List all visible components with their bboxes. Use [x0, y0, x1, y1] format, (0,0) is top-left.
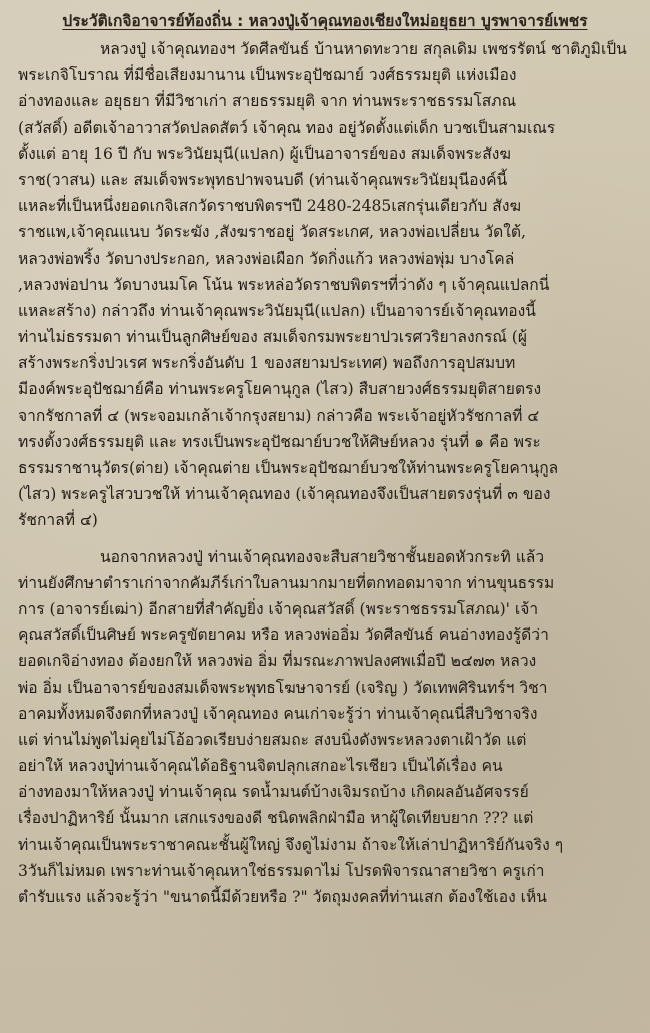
text-line: หลวงพ่อพริ้ง วัดบางประกอก, หลวงพ่อเผือก วัดกิ่งแก้ว หลวงพ่อพุ่ม บางโคล่ [18, 249, 515, 268]
text-line: ตำรับแรง แล้วจะรู้ว่า "ขนาดนี้มีด้วยหรือ ?" วัตถุมงคลที่ท่านเสก ต้องใช้เอง เห็น [18, 888, 547, 906]
text-line: เรื่องปาฏิหาริย์ นั้นมาก เสกแรงของดี ชนิดพลิกฝ่ามือ หาผู้ใดเทียบยาก ??? แต่ [18, 809, 534, 828]
article-body [18, 36, 632, 910]
text-line: อย่าให้ หลวงปู่ท่านเจ้าคุณได้อธิฐานจิตปลุกเสกอะไรเชียว เป็นได้เรื่อง คน [18, 757, 503, 776]
text-line: ท่านยังศึกษาตำราเก่าจากคัมภีร์เก่าใบลานมากมายที่ตกทอดมาจาก ท่านขุนธรรม [18, 573, 555, 592]
text-line: การ (อาจารย์เฒ่า) อีกสายที่สำคัญยิ่ง เจ้าคุณสวัสดิ์ (พระราชธรรมโสภณ)' เจ้า [18, 599, 539, 618]
text-line: มีองค์พระอุปัชฌาย์คือ ท่านพระครูโยคานุกูล (ไสว) สืบสายวงศ์ธรรมยุติสายตรง [18, 380, 542, 399]
text-line: แต่ ท่านไม่พูดไม่คุยไม่โอ้อวดเรียบง่ายสมถะ สงบนิ่งดังพระหลวงตาเฝ้าวัด แต่ [18, 730, 527, 749]
text-line: หลวงปู่ เจ้าคุณทองฯ วัดศีลขันธ์ บ้านหาดทะวาย สกุลเดิม เพชรรัตน์ ชาติภูมิเป็น [100, 40, 627, 58]
text-line: ราช(วาสน) และ สมเด็จพระพุทธปาพจนบดี (ท่านเจ้าคุณพระวินัยมุนีองค์นี้ [18, 170, 508, 189]
text-line: (สวัสดิ์) อดีตเจ้าอาวาสวัดปลดสัตว์ เจ้าคุณ ทอง อยู่วัดตั้งแต่เด็ก บวชเป็นสามเณร [18, 118, 556, 137]
text-line: (ไสว) พระครูไสวบวชให้ ท่านเจ้าคุณทอง (เจ้าคุณทองจึงเป็นสายตรงรุ่นที่ ๓ ของ [18, 485, 551, 504]
text-line: สร้างพระกริ่งปวเรศ พระกริ่งอันดับ 1 ของสยามประเทศ) พอถึงการอุปสมบท [18, 354, 516, 373]
text-line: แหละที่เป็นหนึ่งยอดเกจิเสกวัดราชบพิตรฯปี 2480-2485เสกรุ่นเดียวกับ สังฆ [18, 197, 522, 216]
article-paragraph [18, 544, 632, 911]
text-line: คุณสวัสดิ์เป็นศิษย์ พระครูขัตยาคม หรือ หลวงพ่ออิ่ม วัดศีลขันธ์ คนอ่างทองรู้ดีว่า [18, 626, 549, 645]
text-line: แหละสร้าง) กล่าวถึง ท่านเจ้าคุณพระวินัยมุนี(แปลก) เป็นอาจารย์เจ้าคุณทองนี้ [18, 301, 536, 320]
text-line: ท่านเจ้าคุณเป็นพระราชาคณะชั้นผู้ใหญ่ จึงดูไม่งาม ถ้าจะให้เล่าปาฏิหาริย์กันจริง ๆ [18, 835, 564, 854]
text-line: ยอดเกจิอ่างทอง ต้องยกให้ หลวงพ่อ อิ่ม ที่มรณะภาพปลงศพเมื่อปี ๒๔๗๓ หลวง [18, 652, 537, 671]
text-line: พระเกจิโบราณ ที่มีชื่อเสียงมานาน เป็นพระอุปัชฌาย์ วงศ์ธรรมยุติ แห่งเมือง [18, 66, 517, 85]
text-line: พ่อ อิ่ม เป็นอาจารย์ของสมเด็จพระพุทธโฆษาจารย์ (เจริญ ) วัดเทพศิรินทร์ฯ วิชา [18, 678, 548, 697]
text-line: ,หลวงพ่อปาน วัดบางนมโค โน้น พระหล่อวัดราชบพิตรฯที่ว่าดัง ๆ เจ้าคุณแปลกนี่ [18, 275, 550, 294]
text-line: รัชกาลที่ ๔) [18, 511, 98, 530]
text-line: อาคมทั้งหมดจึงตกที่หลวงปู่ เจ้าคุณทอง คนเก่าจะรู้ว่า ท่านเจ้าคุณนี่สืบวิชาจริง [18, 704, 538, 723]
text-line: อ่างทองและ อยุธยา ที่มีวิชาเก่า สายธรรมยุติ จาก ท่านพระราชธรรมโสภณ [18, 92, 517, 111]
article-headline: ประวัติเกจิอาจารย์ท้องถิ่น : หลวงปู่เจ้าคุณทองเชียงใหม่อยุธยา บูรพาจารย์เพชร [62, 12, 588, 30]
text-line: จากรัชกาลที่ ๔ (พระจอมเกล้าเจ้ากรุงสยาม) กล่าวคือ พระเจ้าอยู่หัวรัชกาลที่ ๔ [18, 406, 540, 425]
paragraph-gap [18, 534, 632, 544]
article-paragraph [18, 36, 632, 534]
text-line: นอกจากหลวงปู่ ท่านเจ้าคุณทองจะสืบสายวิชาชั้นยอดหัวกระทิ แล้ว [100, 547, 545, 566]
text-line: ท่านไม่ธรรมดา ท่านเป็นลูกศิษย์ของ สมเด็จกรมพระยาปวเรศวริยาลงกรณ์ (ผู้ [18, 328, 528, 347]
text-line: อ่างทองมาให้หลวงปู่ ท่านเจ้าคุณ รดน้ำมนต์บ้างเจิมรถบ้าง เกิดผลอันอัศจรรย์ [18, 783, 529, 802]
text-line: ธรรมราชานุวัตร(ต่าย) เจ้าคุณต่าย เป็นพระอุปัชฌาย์บวชให้ท่านพระครูโยคานุกูล [18, 459, 559, 477]
text-line: ทรงตั้งวงศ์ธรรมยุติ และ ทรงเป็นพระอุปัชฌาย์บวชให้ศิษย์หลวง รุ่นที่ ๑ คือ พระ [18, 432, 541, 451]
text-line: ตั้งแต่ อายุ 16 ปี กับ พระวินัยมุนี(แปลก) ผู้เป็นอาจารย์ของ สมเด็จพระสังฆ [18, 144, 511, 163]
text-line: ราชแพ,เจ้าคุณแนบ วัดระฆัง ,สังฆราชอยู่ วัดสระเกศ, หลวงพ่อเปลี่ยน วัดใต้, [18, 223, 527, 242]
text-line: 3วันก็ไม่หมด เพราะท่านเจ้าคุณหาใช่ธรรมดาไม่ โปรดพิจารณาสายวิชา ครูเก่า [18, 861, 545, 880]
